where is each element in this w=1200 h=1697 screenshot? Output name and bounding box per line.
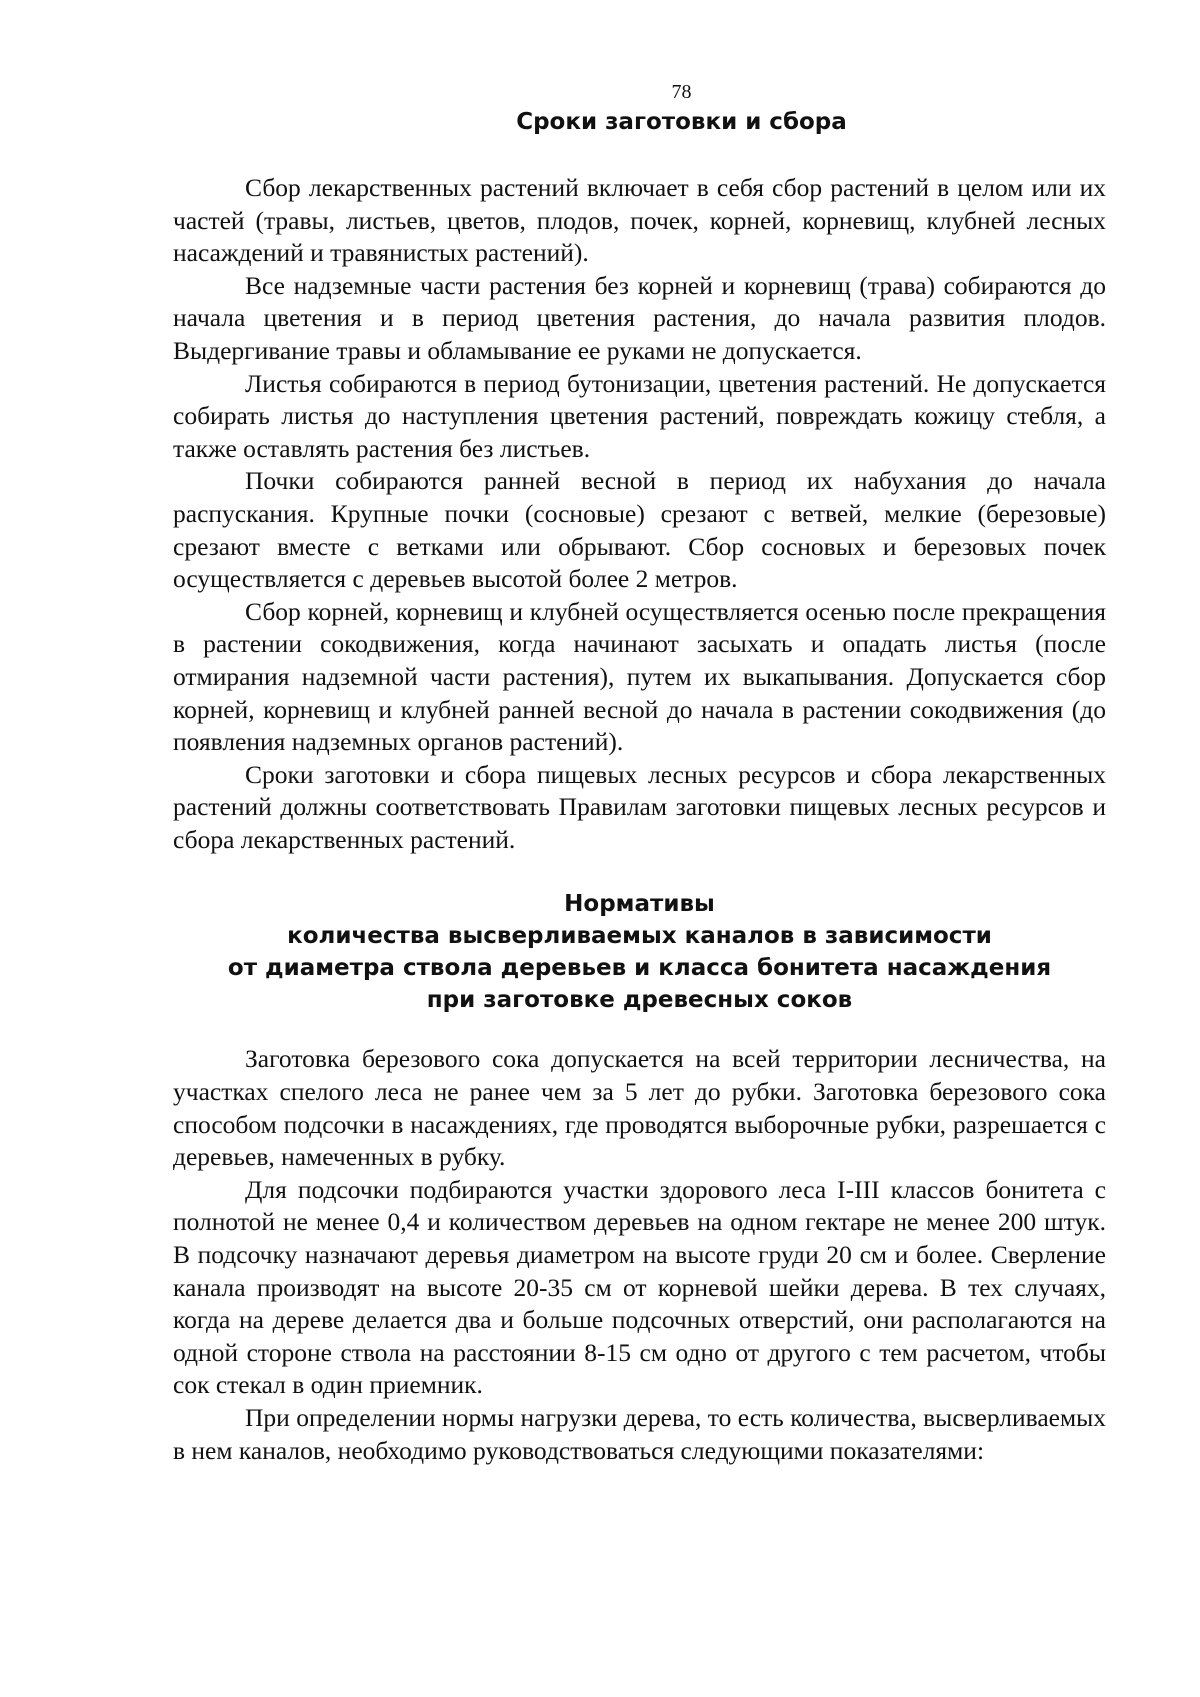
paragraph: Для подсочки подбираются участки здорового леса I-III классов бонитета с полнотой не менее 0,4 и количеством деревьев на одном гектаре не менее 200 штук. В подсочку назначают деревья диаметром на высоте груди 20 см и более. Сверление канала производят на высоте 20-35 см от корневой шейки дерева. В тех случаях, когда на дереве делается два и больше подсочных отверстий, они располагаются на одной стороне ствола на расстоянии 8-15 см одно от другого с тем расчетом, чтобы сок стекал в один приемник. [173,1174,1106,1400]
section-title-line: при заготовке древесных соков [426,987,853,1014]
paragraph: Все надземные части растения без корней и корневищ (трава) собираются до начала цветения и в период цветения растения, до начала развития плодов. Выдергивание травы и обламывание ее руками не допускается. [173,270,1106,365]
paragraph: Сбор корней, корневищ и клубней осуществляется осенью после прекращения в растении сокодвижения, когда начинают засыхать и опадать листья (после отмирания надземной части растения), путем их выкапывания. Допускается сбор корней, корневищ и клубней ранней весной до начала в растении сокодвижения (до появления надземных органов растений). [173,596,1106,757]
section-title-line: Нормативы [564,891,715,918]
paragraph: Сроки заготовки и сбора пищевых лесных ресурсов и сбора лекарственных растений должны соответствовать Правилам заготовки пищевых лесных ресурсов и сбора лекарственных растений. [173,759,1106,854]
section-title-line: количества высверливаемых каналов в зависимости [287,923,992,950]
page-number: 78 [671,81,692,103]
document-page [173,80,1106,1467]
section-title-line: от диаметра ствола деревьев и класса бонитета насаждения [227,955,1052,982]
paragraph: Заготовка березового сока допускается на всей территории лесничества, на участках спелого леса не ранее чем за 5 лет до рубки. Заготовка березового сока способом подсочки в насаждениях, где проводятся выборочные рубки, разрешается с деревьев, намеченных в рубку. [173,1044,1106,1172]
paragraph: Листья собираются в период бутонизации, цветения растений. Не допускается собирать листья до наступления цветения растений, повреждать кожицу стебля, а также оставлять растения без листьев. [173,368,1106,463]
section-title-harvest-terms: Сроки заготовки и сбора [516,109,847,135]
section-sap-norms [173,1043,1106,1467]
section-title-sap-norms [173,888,1106,1016]
paragraph: При определении нормы нагрузки дерева, то есть количества, высверливаемых в нем каналов, необходимо руководствоваться следующими показателями: [173,1403,1106,1465]
section-harvest-terms [173,172,1106,856]
paragraph: Сбор лекарственных растений включает в себя сбор растений в целом или их частей (травы, листьев, цветов, плодов, почек, корней, корневищ, клубней лесных насаждений и травянистых растений). [173,173,1106,268]
paragraph: Почки собираются ранней весной в период их набухания до начала распускания. Крупные почки (сосновые) срезают с ветвей, мелкие (березовые) срезают вместе с ветками или обрывают. Сбор сосновых и березовых почек осуществляется с деревьев высотой более 2 метров. [173,466,1106,594]
